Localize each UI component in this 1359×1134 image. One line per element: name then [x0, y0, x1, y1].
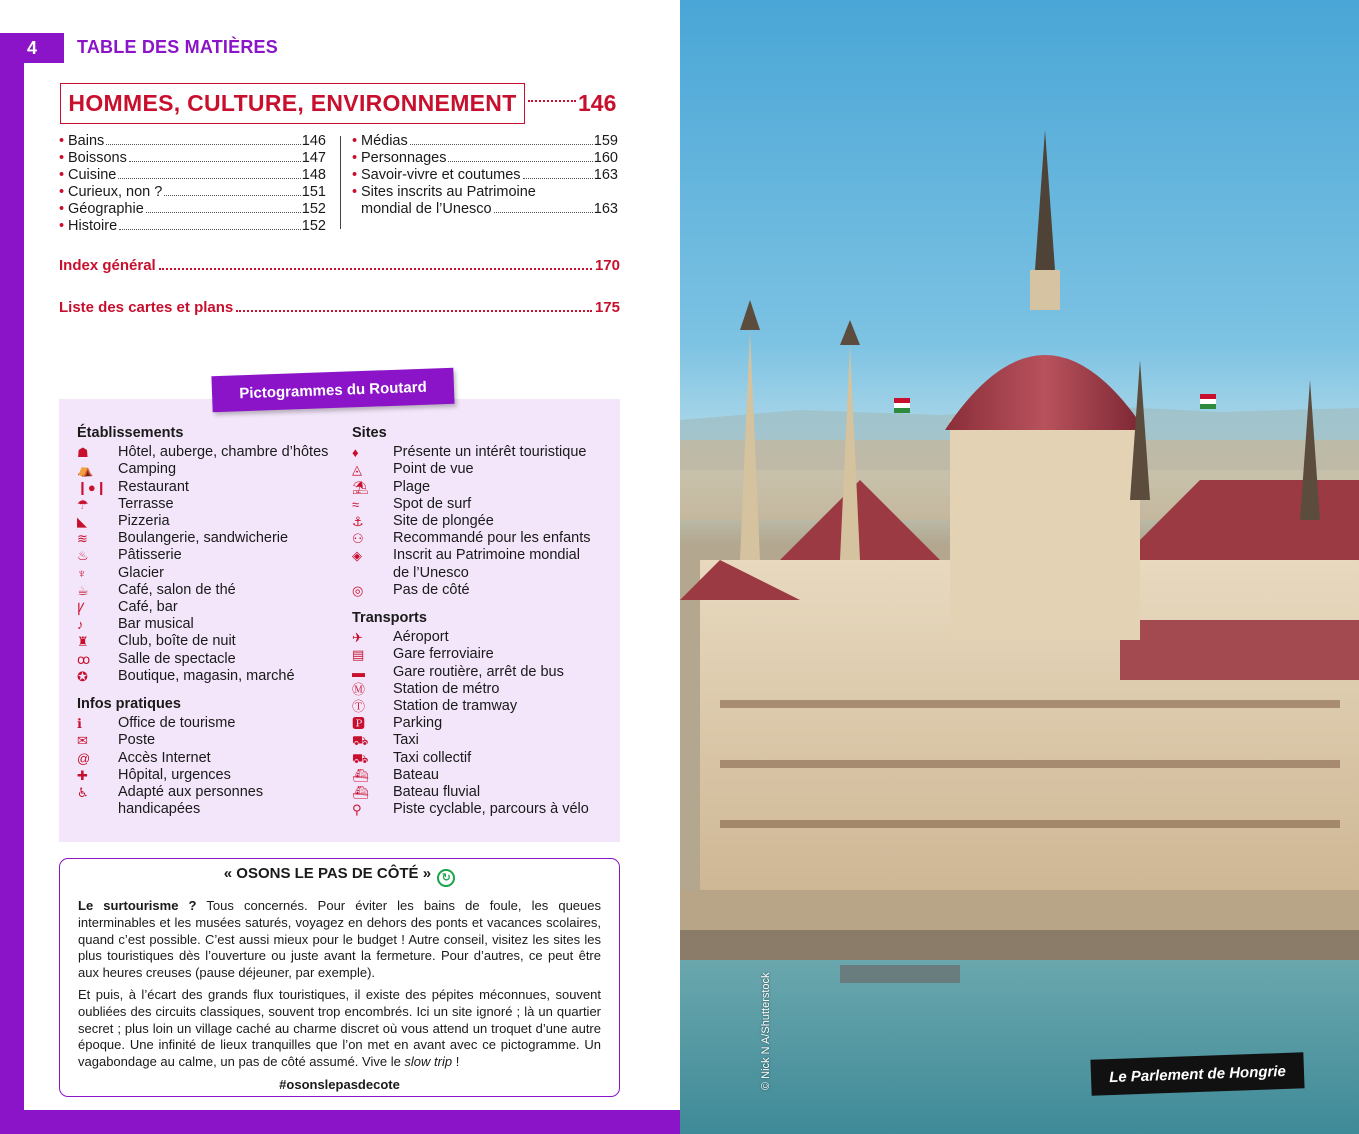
osons-paragraph-2 [78, 987, 601, 1071]
pictogram-item [77, 715, 337, 732]
page-title: TABLE DES MATIÈRES [77, 37, 278, 57]
toc-entry-label: Liste des cartes et plans [59, 299, 234, 316]
viewpoint-icon: ◬ [352, 462, 362, 478]
pictogram-label: Présente un intérêt touristique [393, 444, 587, 461]
toc-entry-page: 151 [301, 184, 326, 200]
toc-entry[interactable] [352, 167, 618, 184]
pictogram-item [77, 801, 337, 818]
children-icon: ⚇ [352, 531, 364, 547]
pictogram-item [77, 616, 337, 633]
toc-entry-label: mondial de l’Unesco [361, 201, 492, 217]
osons-lead: Le surtourisme ? [78, 898, 197, 913]
pictogram-item [77, 444, 337, 461]
chapter-box[interactable] [60, 83, 525, 124]
pictogram-label: Hôtel, auberge, chambre d’hôtes [118, 444, 329, 461]
tram-icon: Ⓣ [352, 699, 366, 715]
leader-dots [118, 178, 300, 179]
pictogram-label: Bateau fluvial [393, 784, 481, 801]
hotel-icon: ☗ [77, 445, 89, 461]
toc-column-right [352, 133, 618, 218]
bullet: • [352, 167, 358, 183]
info-icon: ℹ [77, 716, 82, 732]
pictogram-column-left [77, 425, 337, 818]
pictogram-label: Inscrit au Patrimoine mondial [393, 547, 580, 564]
osons-hashtag[interactable]: #osonslepasdecote [279, 1077, 400, 1092]
pictogram-label: Office de tourisme [118, 715, 236, 732]
hospital-icon: ✚ [77, 767, 88, 783]
pictogram-item [77, 750, 337, 767]
pictogram-label: Accès Internet [118, 749, 211, 766]
pictogram-label: Bar musical [118, 616, 194, 633]
leader-dots [410, 144, 593, 145]
toc-entry[interactable] [59, 150, 326, 167]
pictogram-item [77, 599, 337, 616]
pictogram-label: Plage [393, 478, 431, 495]
cafe-icon: ☕ [77, 582, 89, 598]
pictogram-column-right [352, 425, 612, 818]
page-number: 4 [0, 33, 64, 63]
pictogram-item [352, 715, 612, 732]
pictogram-item [352, 698, 612, 715]
bread-icon: ≋ [77, 531, 88, 547]
toc-entry-page: 146 [301, 133, 326, 149]
pictogram-label: Gare ferroviaire [393, 646, 494, 663]
chapter-title: HOMMES, CULTURE, ENVIRONNEMENT [68, 90, 517, 116]
pictogram-item [352, 496, 612, 513]
pictogram-label: Glacier [118, 564, 164, 581]
pictogram-item [352, 681, 612, 698]
restaurant-icon: ❙●❙ [77, 479, 107, 495]
club-icon: ♜ [77, 634, 89, 650]
pictogram-item [77, 668, 337, 685]
interest-icon: ♦ [352, 445, 359, 461]
pictogram-item [77, 732, 337, 749]
pictogram-item [352, 629, 612, 646]
pictogram-item [352, 664, 612, 681]
pictogram-item [77, 547, 337, 564]
toc-entry-label: Savoir-vivre et coutumes [361, 167, 521, 183]
toc-entry-page: 170 [594, 257, 620, 274]
pictogram-heading: Sites [352, 425, 387, 441]
riverboat-icon: ⛴ [352, 785, 369, 801]
pictogram-item [352, 582, 612, 599]
osons-paragraph-1 [78, 898, 601, 982]
pastry-icon: ♨ [77, 548, 89, 564]
surf-icon: ≈ [352, 496, 360, 512]
pictogram-item [352, 646, 612, 663]
off-path-icon: ◎ [352, 582, 364, 598]
bullet: • [59, 201, 65, 217]
leader-dots [164, 195, 300, 196]
toc-entry-label: Cuisine [68, 167, 117, 183]
toc-entry[interactable] [352, 201, 618, 218]
toc-entry-page: 152 [301, 201, 326, 217]
toc-entry[interactable] [59, 201, 326, 218]
boat-icon: ⛴ [352, 767, 369, 783]
pictogram-item [352, 784, 612, 801]
mail-icon: ✉ [77, 733, 88, 749]
toc-entry[interactable] [59, 218, 326, 235]
osons-paragraph-2-text: Et puis, à l’écart des grands flux touristiques, il existe des pépites méconnues, souvent oubliées des circuits classiques, souvent trop encombrés. Ici un site ignoré ; là un quartier secret ; plus loin un village caché au charme discret où vous attend un troquet d’une autre époque. Une infinité de lieux tranquilles que l’on met en avant avec ce pictogramme. Un vagabondage au calme, un pas de côté assumé. Vive le [78, 987, 601, 1070]
pictogram-label: de l’Unesco [393, 564, 469, 581]
beach-icon: ⛱ [352, 479, 369, 495]
pictogram-label: Café, bar [118, 599, 178, 616]
osons-box [59, 858, 620, 1097]
plane-icon: ✈ [352, 630, 363, 646]
pictogram-label: Pizzeria [118, 513, 170, 530]
diving-icon: ⚓ [352, 514, 364, 530]
pictogram-item [77, 461, 337, 478]
pictogram-label: Restaurant [118, 478, 189, 495]
pictogram-label: Club, boîte de nuit [118, 633, 236, 650]
toc-entry-label: Personnages [361, 150, 447, 166]
pictogram-item [352, 732, 612, 749]
side-bar [0, 36, 24, 1134]
pictogram-label: Salle de spectacle [118, 650, 236, 667]
leader-dots [494, 212, 593, 213]
toc-entry[interactable] [352, 184, 618, 201]
toc-entry[interactable] [59, 184, 326, 201]
bike-icon: ⚲ [352, 802, 362, 818]
bullet: • [59, 150, 65, 166]
toc-entry-label: Bains [68, 133, 105, 149]
pictogram-item [77, 496, 337, 513]
pictogram-label: Camping [118, 461, 177, 478]
bullet: • [59, 218, 65, 234]
pictogram-item [352, 547, 612, 564]
bottom-bar [0, 1110, 680, 1134]
toc-entry-page: 148 [301, 167, 326, 183]
toc-entry[interactable] [59, 167, 326, 184]
camping-icon: ⛺ [77, 462, 94, 478]
unesco-icon: ◈ [352, 548, 362, 564]
pictogram-item [77, 784, 337, 801]
photo-parliament [680, 0, 1359, 1134]
wheelchair-icon: ♿ [77, 785, 89, 801]
pictogram-item [77, 633, 337, 650]
toc-entry-page: 159 [593, 133, 618, 149]
osons-emphasis: slow trip [404, 1054, 453, 1070]
section-gap [77, 685, 337, 696]
pictogram-label: Parking [393, 715, 443, 732]
pictogram-label: Spot de surf [393, 495, 472, 512]
pictogram-item [352, 750, 612, 767]
pictogram-label: Terrasse [118, 495, 174, 512]
pictogram-item [352, 513, 612, 530]
pictogram-item [77, 651, 337, 668]
chapter-page-number: 146 [578, 90, 617, 116]
toc-entry[interactable] [59, 133, 326, 150]
pictogram-label: Station de métro [393, 680, 500, 697]
bullet: • [352, 184, 358, 200]
leader-dots [236, 310, 592, 312]
photo-caption: Le Parlement de Hongrie [1090, 1052, 1304, 1095]
pictogram-label: Site de plongée [393, 513, 494, 530]
show-icon: ꝏ [77, 651, 91, 667]
pictogram-item [352, 530, 612, 547]
pictogram-label: Hôpital, urgences [118, 766, 231, 783]
off-path-icon: ↻ [437, 869, 455, 887]
pictogram-item [77, 479, 337, 496]
photo-credit: © Nick N A/Shutterstock [760, 972, 772, 1090]
pictogram-label: Café, salon de thé [118, 581, 236, 598]
pictogram-label: Boutique, magasin, marché [118, 667, 295, 684]
toc-entry-label: Index général [59, 257, 156, 274]
pictogram-label: Aéroport [393, 629, 449, 646]
bullet: • [59, 167, 65, 183]
pictogram-item [352, 565, 612, 582]
pictogram-label: Pas de côté [393, 581, 470, 598]
toc-entry-page: 163 [593, 167, 618, 183]
bus-icon: ▬ [352, 664, 365, 680]
toc-entry-maps[interactable] [59, 299, 620, 316]
toc-entry-label: Histoire [68, 218, 118, 234]
pictogram-label: Piste cyclable, parcours à vélo [393, 801, 589, 818]
pictogram-label: Station de tramway [393, 698, 518, 715]
bullet: • [59, 184, 65, 200]
pictogram-label: Pâtisserie [118, 547, 182, 564]
osons-paragraph-2-end: ! [452, 1054, 460, 1070]
toc-entry-label: Médias [361, 133, 408, 149]
metro-icon: Ⓜ [352, 681, 366, 697]
toc-entry-label: Curieux, non ? [68, 184, 163, 200]
toc-entry-label: Géographie [68, 201, 144, 217]
pictogram-label: Taxi collectif [393, 749, 472, 766]
toc-entry[interactable] [352, 133, 618, 150]
pictogram-item [77, 767, 337, 784]
pictogram-item [352, 444, 612, 461]
column-divider [340, 136, 341, 229]
pictogram-item [352, 801, 612, 818]
pictogram-label: Bateau [393, 766, 439, 783]
train-icon: ▤ [352, 647, 365, 663]
toc-entry[interactable] [352, 150, 618, 167]
pictogram-label: Taxi [393, 732, 419, 749]
shared-taxi-icon: ⛟ [352, 750, 369, 766]
taxi-icon: ⛟ [352, 733, 369, 749]
pictogram-label: Adapté aux personnes [118, 784, 264, 801]
shop-icon: ✪ [77, 668, 88, 684]
pictogram-item [77, 513, 337, 530]
leader-dots [119, 229, 301, 230]
pizza-icon: ◣ [77, 514, 87, 530]
bar-icon: Ꝩ [77, 600, 85, 616]
pictogram-label: Point de vue [393, 461, 474, 478]
pictogram-label: Boulangerie, sandwicherie [118, 530, 289, 547]
parking-icon: 🅿 [352, 716, 366, 732]
osons-paragraph-1-text: Tous concernés. Pour éviter les bains de foule, les queues interminables et les musées saturés, voyagez en dehors des ponts et vacances scolaires, quand c’est possible. C’est aussi mieux pour le budget ! Autre conseil, visitez les sites les plus touristiques dès l’ouverture ou juste avant la fermeture. Pour d’autres, ce peut être aux heures creuses (pause déjeuner, par exemple). [78, 898, 602, 981]
toc-entry-page: 147 [301, 150, 326, 166]
bullet: • [59, 133, 65, 149]
leader-dots [146, 212, 301, 213]
pictogram-heading: Établissements [77, 425, 184, 441]
terrace-icon: ☂ [77, 496, 89, 512]
parliament-illustration [680, 0, 1359, 1134]
pictogram-item [77, 530, 337, 547]
osons-title [60, 865, 619, 887]
pictogram-banner: Pictogrammes du Routard [211, 368, 454, 412]
pictogram-label: handicapées [118, 801, 201, 818]
music-icon: ♪ [77, 617, 84, 633]
toc-entry-page: 175 [594, 299, 620, 316]
leader-dots [448, 161, 592, 162]
toc-entry-label: Boissons [68, 150, 127, 166]
pictogram-heading: Infos pratiques [77, 696, 181, 713]
toc-column-left [59, 133, 326, 235]
pictogram-item [77, 582, 337, 599]
icecream-icon: ♆ [77, 565, 87, 581]
pictogram-item [77, 565, 337, 582]
at-icon: @ [77, 750, 91, 766]
bullet: • [352, 150, 358, 166]
pictogram-item [352, 479, 612, 496]
osons-title-text: « OSONS LE PAS DE CÔTÉ » [223, 865, 432, 882]
pictogram-label: Poste [118, 732, 156, 749]
toc-entry-page: 160 [593, 150, 618, 166]
pictogram-label: Gare routière, arrêt de bus [393, 663, 564, 680]
leader-dots [129, 161, 301, 162]
toc-entry-index[interactable] [59, 257, 620, 274]
bullet: • [352, 133, 358, 149]
leader-dots [159, 268, 592, 270]
pictogram-heading: Transports [352, 610, 427, 627]
section-gap [352, 599, 612, 610]
leader-dots [106, 144, 301, 145]
pictogram-item [352, 461, 612, 478]
leader-dots [523, 178, 593, 179]
toc-entry-label: Sites inscrits au Patrimoine [361, 184, 536, 200]
pictogram-item [352, 767, 612, 784]
toc-entry-page: 152 [301, 218, 326, 234]
toc-entry-page: 163 [593, 201, 618, 217]
chapter-leader-dots [528, 100, 576, 102]
pictogram-label: Recommandé pour les enfants [393, 530, 591, 547]
